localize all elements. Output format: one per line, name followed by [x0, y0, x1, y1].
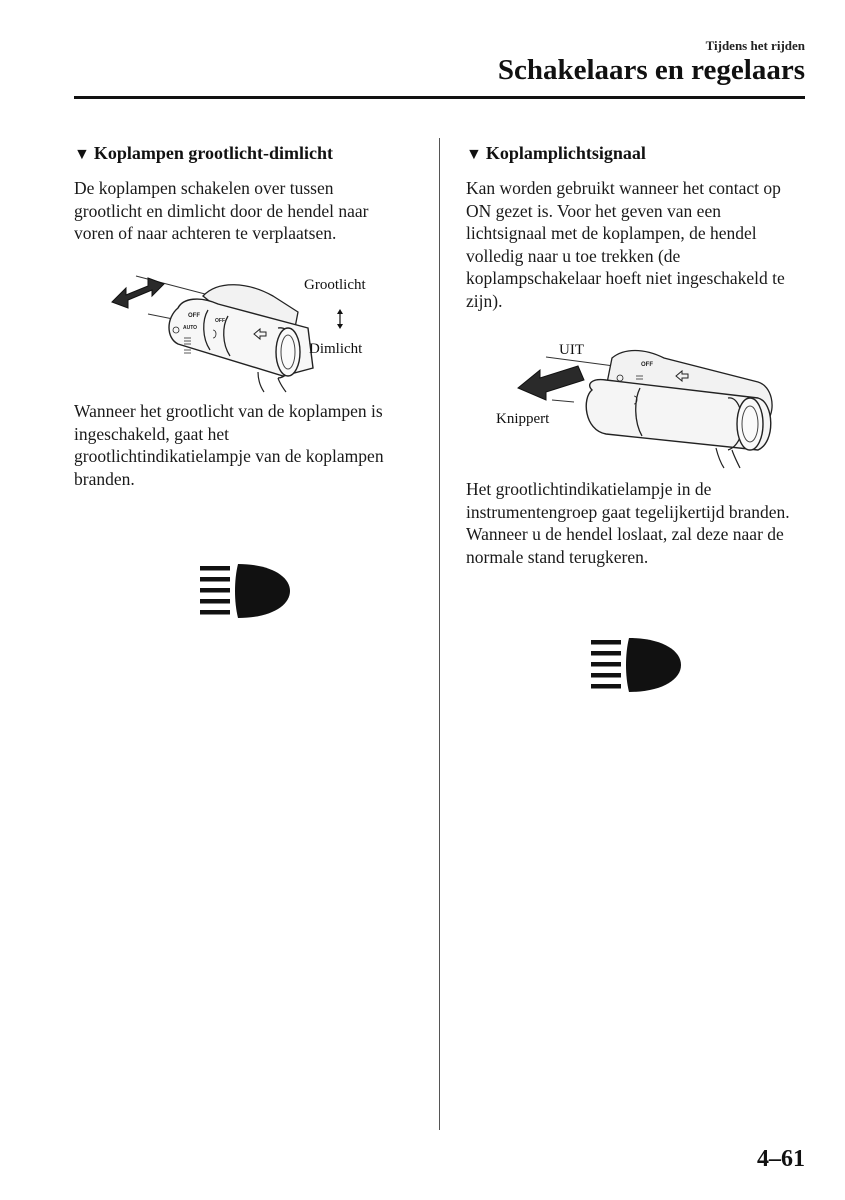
svg-text:AUTO: AUTO [183, 325, 198, 331]
triangle-marker-icon: ▼ [74, 146, 90, 163]
page-number: 4–61 [757, 1146, 805, 1172]
header-rule [74, 96, 805, 99]
push-pull-arrow-icon [112, 278, 164, 308]
section-label: Tijdens het rijden [705, 38, 805, 53]
right-intro: Kan worden gebruikt wanneer het contact op ON gezet is. Voor het geven van een lichtsignaal met de koplampen, de hendel volledig naar u toe trekken (de koplampschakelaar hoeft niet ingeschakeld te zijn). [466, 178, 785, 311]
right-heading-text: Koplamplichtsignaal [485, 143, 646, 163]
page-title: Schakelaars en regelaars [497, 54, 805, 86]
flash-to-pass-figure [496, 338, 786, 473]
label-off: UIT [559, 342, 584, 358]
up-down-arrow-icon [335, 308, 345, 330]
label-low-beam: Dimlicht [309, 341, 363, 357]
label-high-beam: Grootlicht [304, 277, 366, 293]
left-intro: De koplampen schakelen over tussen grootlicht en dimlicht door de hendel naar voren of naar achteren te verplaatsen. [74, 178, 369, 243]
svg-text:OFF: OFF [215, 318, 225, 324]
left-body: Wanneer het grootlicht van de koplampen is ingeschakeld, gaat het grootlichtindikatielampje van de koplampen branden. [74, 401, 384, 489]
left-heading [74, 143, 333, 164]
pull-arrow-icon [518, 366, 584, 400]
svg-text:OFF: OFF [641, 362, 653, 368]
column-divider [439, 138, 440, 1130]
right-heading [466, 143, 646, 164]
triangle-marker-icon: ▼ [466, 146, 482, 163]
svg-text:OFF: OFF [188, 313, 200, 319]
left-heading-text: Koplampen grootlicht-dimlicht [93, 143, 334, 163]
high-beam-indicator-icon [591, 636, 683, 694]
label-flashing: Knippert [496, 411, 550, 427]
right-body: Het grootlichtindikatielampje in de instrumentengroep gaat tegelijkertijd branden. Wanneer u de hendel loslaat, zal deze naar de normale stand terugkeren. [466, 479, 790, 567]
lever-illustration [496, 338, 786, 473]
high-beam-indicator-icon [200, 562, 292, 620]
